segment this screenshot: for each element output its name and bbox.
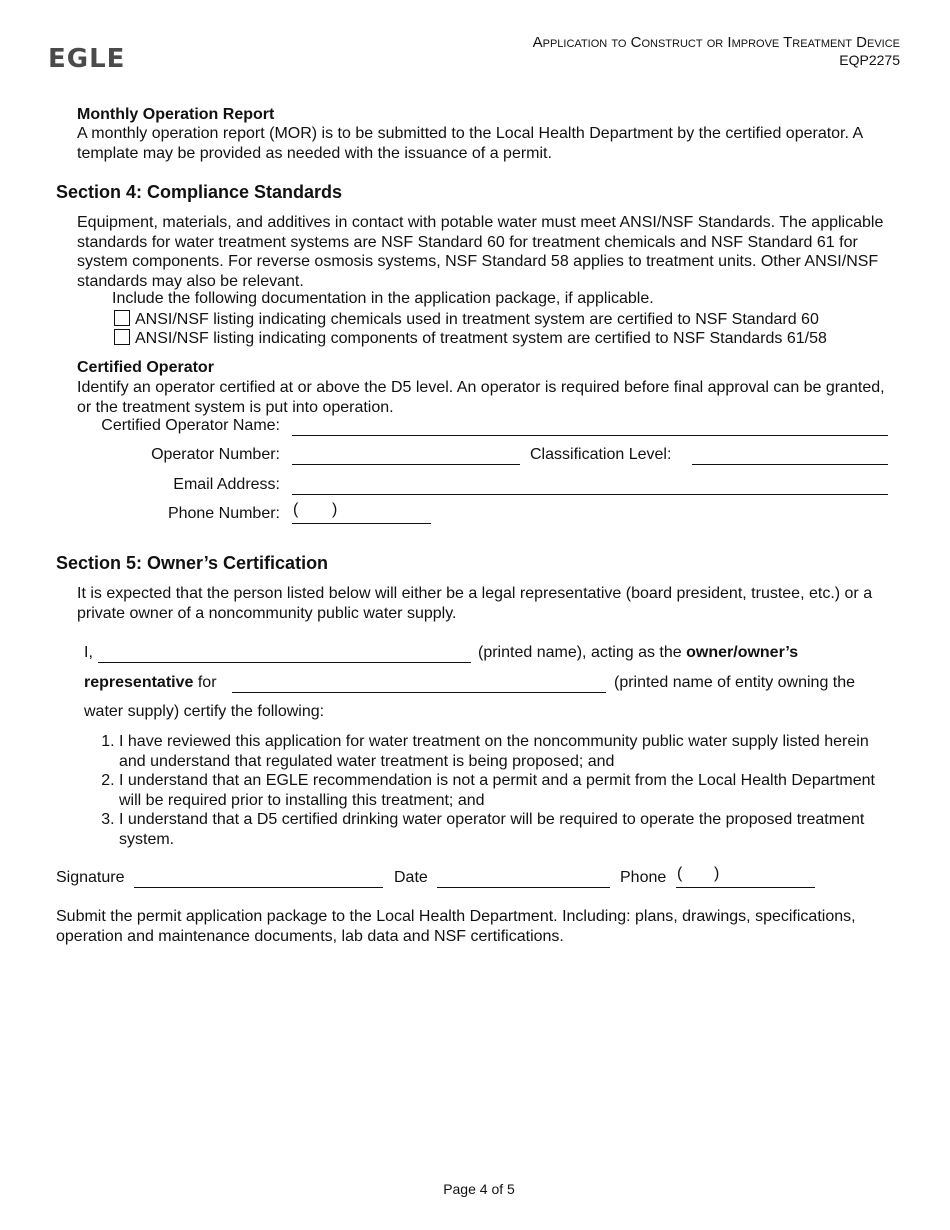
for-text: for: [197, 674, 217, 691]
mor-text: A monthly operation report (MOR) is to be submitted to the Local Health Department by the certified operator. A template may be provided as needed with the issuance of a permit.: [77, 125, 863, 162]
certification-item-1: 1. I have reviewed this application for water treatment on the noncommunity public water supply listed herein and understand that regulated water treatment is being proposed; and: [119, 732, 877, 771]
operator-number-field[interactable]: [292, 464, 520, 465]
section4-text: Equipment, materials, and additives in contact with potable water must meet ANSI/NSF Standards. The applicable standards for water treatment systems are NSF Standard 60 for treatment chemicals and NSF Standard 61 for system components. For reverse osmosis systems, NSF Standard 58 applies to treatment units. Other ANSI/NSF standards may also be relevant.: [77, 214, 884, 290]
email-field[interactable]: [292, 494, 888, 495]
checkbox-1-label: ANSI/NSF listing indicating chemicals used in treatment system are certified to NSF Standard 60: [135, 311, 819, 328]
date-label: Date: [394, 869, 428, 886]
classification-label: Classification Level:: [530, 446, 672, 463]
nsf60-checkbox[interactable]: [114, 310, 130, 326]
acting-as-text: [478, 644, 798, 662]
entity-name-field[interactable]: [232, 692, 606, 693]
section5-text: It is expected that the person listed below will either be a legal representative (board president, trustee, etc.) or a private owner of a noncommunity public water supply.: [77, 585, 873, 622]
mor-heading: Monthly Operation Report: [77, 106, 275, 123]
signature-field[interactable]: [134, 887, 383, 888]
entity-text: (printed name of entity owning the: [614, 674, 856, 691]
section5-heading: Section 5: Owner’s Certification: [56, 553, 329, 573]
egle-logo: EGLE: [48, 44, 126, 74]
email-label: Email Address:: [173, 476, 280, 493]
include-text: Include the following documentation in the application package, if applicable.: [112, 290, 654, 307]
classification-field[interactable]: [692, 464, 888, 465]
owner-phone-paren-close: ): [714, 865, 720, 882]
phone-field[interactable]: [292, 523, 431, 524]
phone-label: Phone Number:: [167, 505, 280, 522]
owner-phone-paren-open: (: [677, 865, 683, 882]
operator-name-field[interactable]: [292, 435, 888, 436]
water-supply-text: water supply) certify the following:: [84, 703, 325, 720]
form-number: EQP2275: [839, 52, 900, 68]
section4-heading: Section 4: Compliance Standards: [56, 182, 343, 202]
owner-phone-label: Phone: [620, 869, 667, 886]
form-title: Application to Construct or Improve Treatment Device: [532, 34, 900, 51]
signature-label: Signature: [56, 869, 125, 886]
submit-text: Submit the permit application package to the Local Health Department. Including: plans, drawings, specifications, operation and maintenance documents, lab data and NSF certifications.: [56, 908, 856, 945]
date-field[interactable]: [437, 887, 610, 888]
phone-paren-open: (: [293, 501, 299, 518]
i-label: I,: [84, 644, 93, 661]
certification-list: [77, 732, 877, 849]
checkbox-row-2[interactable]: [114, 329, 827, 348]
owner-bold-text: owner/owner’s: [686, 644, 799, 661]
operator-name-label: Certified Operator Name:: [101, 417, 280, 434]
representative-bold-text: representative: [84, 674, 194, 691]
operator-text: Identify an operator certified at or above the D5 level. An operator is required before final approval can be granted, or the treatment system is put into operation.: [77, 379, 885, 416]
owner-name-field[interactable]: [98, 662, 471, 663]
operator-number-label: Operator Number:: [151, 446, 280, 463]
certification-item-2: 2. I understand that an EGLE recommendation is not a permit and a permit from the Local Health Department will be required prior to installing this treatment; and: [119, 771, 877, 810]
certification-item-3: 3. I understand that a D5 certified drinking water operator will be required to operate the proposed treatment system.: [119, 810, 877, 849]
owner-phone-field[interactable]: [676, 887, 815, 888]
nsf61-58-checkbox[interactable]: [114, 329, 130, 345]
representative-text: [84, 674, 217, 692]
checkbox-row-1[interactable]: [114, 310, 819, 329]
printed-name-text: (printed name), acting as the: [478, 644, 682, 661]
checkbox-2-label: ANSI/NSF listing indicating components of treatment system are certified to NSF Standards 61/58: [135, 330, 827, 347]
page-number: Page 4 of 5: [443, 1181, 515, 1197]
operator-heading: Certified Operator: [77, 359, 214, 376]
phone-paren-close: ): [332, 501, 338, 518]
